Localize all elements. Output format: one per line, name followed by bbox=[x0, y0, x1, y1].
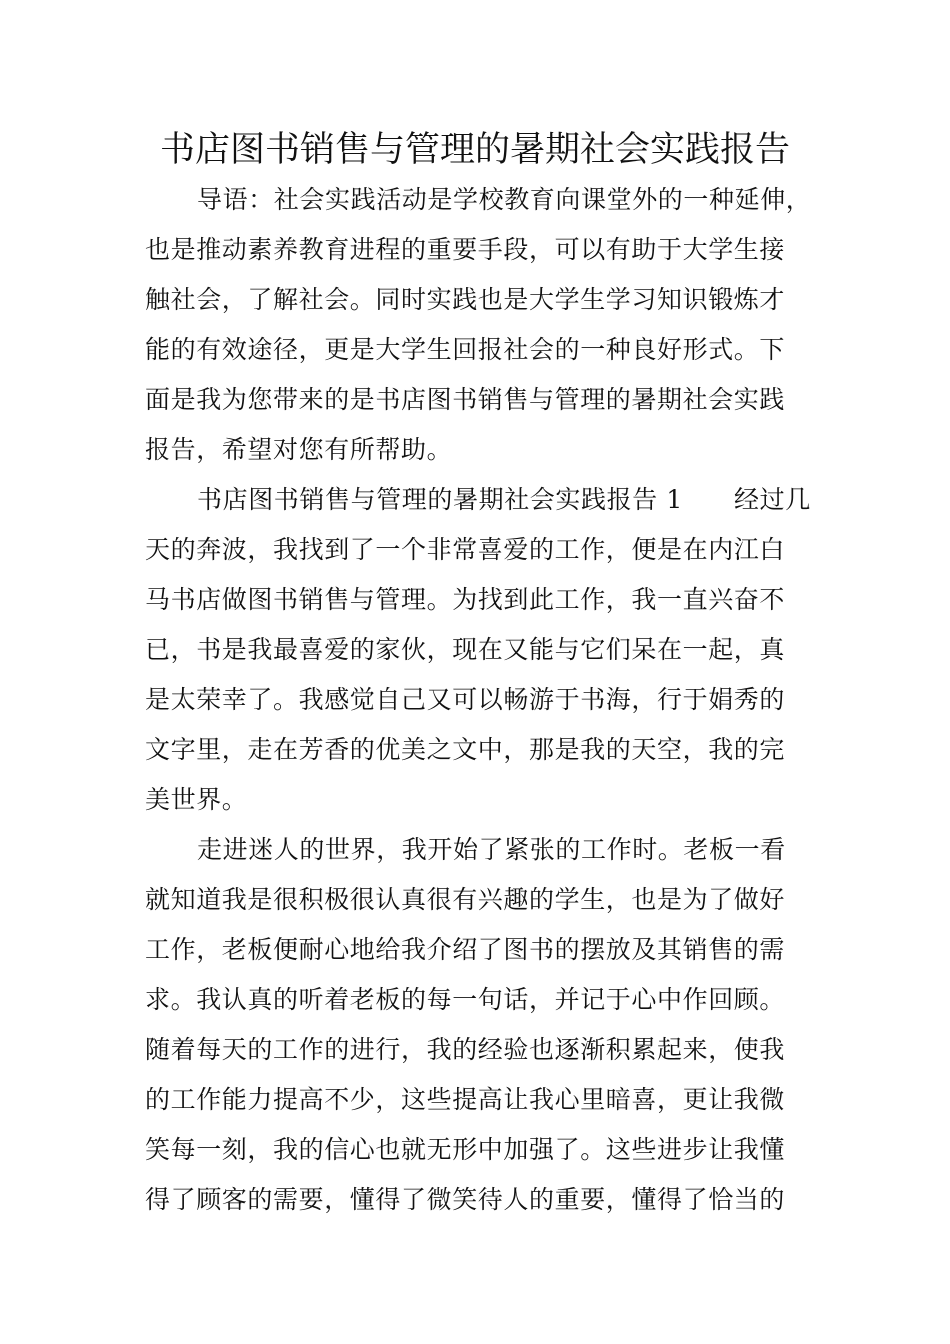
paragraph-line: 笑每一刻，我的信心也就无形中加强了。这些进步让我懂 bbox=[145, 1135, 786, 1164]
paragraph-line: 能的有效途径，更是大学生回报社会的一种良好形式。下 bbox=[145, 335, 786, 364]
paragraph-line: 得了顾客的需要，懂得了微笑待人的重要，懂得了恰当的 bbox=[145, 1185, 786, 1214]
paragraph-line: 书店图书销售与管理的暑期社会实践报告 1 经过几 bbox=[197, 485, 811, 514]
paragraph-line: 马书店做图书销售与管理。为找到此工作，我一直兴奋不 bbox=[145, 585, 786, 614]
paragraph-line: 也是推动素养教育进程的重要手段，可以有助于大学生接 bbox=[145, 235, 786, 264]
paragraph-line: 导语：社会实践活动是学校教育向课堂外的一种延伸， bbox=[197, 185, 812, 214]
paragraph-line: 就知道我是很积极很认真很有兴趣的学生，也是为了做好 bbox=[145, 885, 786, 914]
paragraph-line: 的工作能力提高不少，这些提高让我心里暗喜，更让我微 bbox=[145, 1085, 786, 1114]
paragraph-line: 随着每天的工作的进行，我的经验也逐渐积累起来，使我 bbox=[145, 1035, 786, 1064]
paragraph-line: 工作，老板便耐心地给我介绍了图书的摆放及其销售的需 bbox=[145, 935, 786, 964]
document-title: 书店图书销售与管理的暑期社会实践报告 bbox=[159, 130, 790, 170]
paragraph-line: 天的奔波，我找到了一个非常喜爱的工作，便是在内江白 bbox=[145, 535, 786, 564]
paragraph-line: 已，书是我最喜爱的家伙，现在又能与它们呆在一起，真 bbox=[145, 635, 786, 664]
paragraph-line: 报告，希望对您有所帮助。 bbox=[145, 435, 453, 464]
paragraph-line: 文字里，走在芳香的优美之文中，那是我的天空，我的完 bbox=[145, 735, 786, 764]
paragraph-line: 美世界。 bbox=[145, 785, 248, 814]
paragraph-line: 是太荣幸了。我感觉自己又可以畅游于书海，行于娟秀的 bbox=[145, 685, 786, 714]
paragraph-line: 走进迷人的世界，我开始了紧张的工作时。老板一看 bbox=[197, 835, 786, 864]
paragraph-line: 求。我认真的听着老板的每一句话，并记于心中作回顾。 bbox=[145, 985, 786, 1014]
paragraph-line: 触社会，了解社会。同时实践也是大学生学习知识锻炼才 bbox=[145, 285, 786, 314]
paragraph-line: 面是我为您带来的是书店图书销售与管理的暑期社会实践 bbox=[145, 385, 786, 414]
